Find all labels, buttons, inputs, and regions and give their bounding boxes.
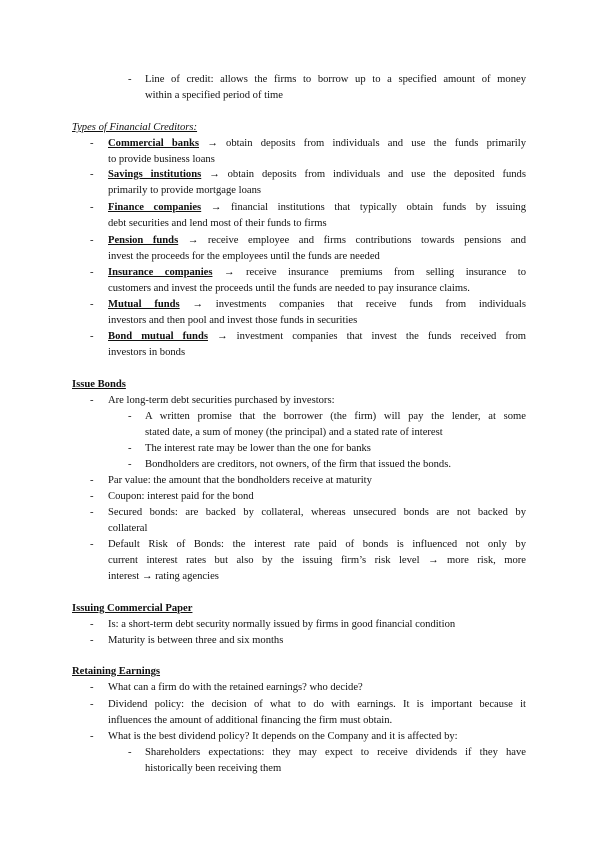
- term: Commercial banks: [108, 138, 200, 149]
- definition: → obtain deposits from individuals and use the deposited funds: [201, 169, 526, 180]
- list-item-text: within a specified period of time: [145, 90, 283, 101]
- list-item-text: Bondholders are creditors, not owners, of the firm that issued the bonds.: [145, 459, 451, 470]
- list-item-text: investors and then pool and invest those funds in securities: [108, 315, 358, 326]
- list-item-text: The interest rate may be lower than the one for banks: [145, 443, 371, 454]
- section-subheading: Types of Financial Creditors:: [72, 122, 198, 133]
- list-item-text: current interest rates but also by the issuing firm’s risk level → more risk, more: [108, 555, 526, 566]
- list-dash: -: [128, 74, 132, 85]
- list-dash: -: [90, 619, 94, 630]
- list-item-text: Dividend policy: the decision of what to do with earnings. It is important because it: [108, 699, 526, 710]
- list-dash: -: [90, 682, 94, 693]
- list-dash: -: [90, 267, 94, 278]
- definition: → investment companies that invest the funds received from: [207, 331, 526, 342]
- list-item-text: Maturity is between three and six months: [108, 635, 284, 646]
- list-dash: -: [90, 169, 94, 180]
- list-dash: -: [128, 411, 132, 422]
- list-item-text: stated date, a sum of money (the principal) and a stated rate of interest: [145, 427, 443, 438]
- list-item-text: Line of credit: allows the firms to borrow up to a specified amount of money: [145, 74, 526, 85]
- section-heading: Issuing Commercial Paper: [72, 603, 193, 614]
- list-item-text: debt securities and lend most of their funds to firms: [108, 218, 327, 229]
- term: Insurance companies: [108, 267, 213, 278]
- list-dash: -: [90, 539, 94, 550]
- term: Pension funds: [108, 235, 179, 246]
- list-item-text: invest the proceeds for the employees until the funds are needed: [108, 251, 380, 262]
- list-dash: -: [90, 395, 94, 406]
- list-item-text: Coupon: interest paid for the bond: [108, 491, 254, 502]
- list-item-text: historically been receiving them: [145, 763, 282, 774]
- list-dash: -: [90, 299, 94, 310]
- list-item-text: Secured bonds: are backed by collateral, whereas unsecured bonds are not backed by: [108, 507, 526, 518]
- list-item-text: Shareholders expectations: they may expect to receive dividends if they have: [145, 747, 526, 758]
- list-dash: -: [90, 731, 94, 742]
- list-dash: -: [128, 459, 132, 470]
- list-item-text: interest → rating agencies: [108, 571, 219, 582]
- definition: → receive insurance premiums from selling insurance to: [212, 267, 526, 278]
- list-item-text: customers and invest the proceeds until the funds are needed to pay insurance claims.: [108, 283, 470, 294]
- list-item-text: to provide business loans: [108, 154, 215, 165]
- list-item-text: Is: a short-term debt security normally issued by firms in good financial condition: [108, 619, 456, 630]
- section-heading: Issue Bonds: [72, 379, 126, 390]
- list-dash: -: [128, 443, 132, 454]
- list-dash: -: [128, 747, 132, 758]
- list-dash: -: [90, 235, 94, 246]
- list-dash: -: [90, 699, 94, 710]
- list-item-text: collateral: [108, 523, 148, 534]
- list-item-text: A written promise that the borrower (the firm) will pay the lender, at some: [145, 411, 526, 422]
- list-item-text: Default Risk of Bonds: the interest rate paid of bonds is influenced not only by: [108, 539, 526, 550]
- list-dash: -: [90, 475, 94, 486]
- term: Mutual funds: [108, 299, 180, 310]
- list-item-text: What can a firm do with the retained earnings? who decide?: [108, 682, 363, 693]
- list-item-text: influences the amount of additional financing the firm must obtain.: [108, 715, 393, 726]
- definition: → investments companies that receive funds from individuals: [179, 299, 526, 310]
- list-dash: -: [90, 635, 94, 646]
- list-item-text: primarily to provide mortgage loans: [108, 185, 261, 196]
- list-dash: -: [90, 491, 94, 502]
- list-dash: -: [90, 138, 94, 149]
- definition: → financial institutions that typically obtain funds by issuing: [201, 202, 526, 213]
- list-item-text: investors in bonds: [108, 347, 186, 358]
- term: Finance companies: [108, 202, 202, 213]
- term: Savings institutions: [108, 169, 202, 180]
- definition: → obtain deposits from individuals and use the funds primarily: [199, 138, 526, 149]
- list-dash: -: [90, 202, 94, 213]
- list-dash: -: [90, 331, 94, 342]
- list-item-text: Are long-term debt securities purchased by investors:: [108, 395, 335, 406]
- list-item-text: What is the best dividend policy? It depends on the Company and it is affected by:: [108, 731, 458, 742]
- section-heading: Retaining Earnings: [72, 666, 161, 677]
- definition: → receive employee and firms contributions towards pensions and: [178, 235, 526, 246]
- list-dash: -: [90, 507, 94, 518]
- term: Bond mutual funds: [108, 331, 208, 342]
- list-item-text: Par value: the amount that the bondholders receive at maturity: [108, 475, 372, 486]
